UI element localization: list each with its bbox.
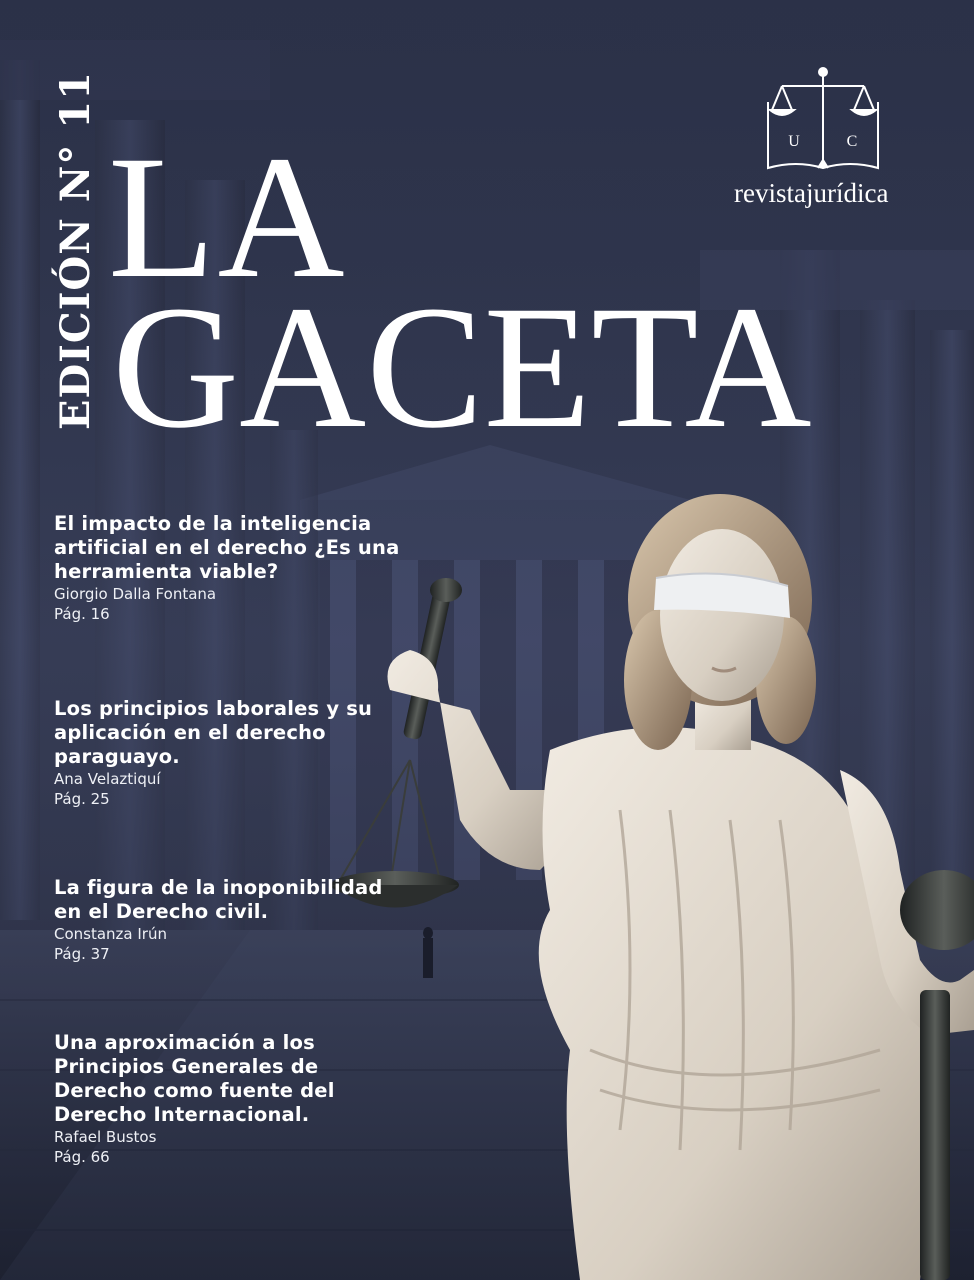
masthead-line-2: GACETA	[112, 270, 812, 465]
lady-justice-statue-image	[320, 490, 974, 1280]
article-4[interactable]	[54, 1031, 354, 1167]
article-3[interactable]	[54, 876, 414, 964]
masthead-line-1: LA	[108, 120, 347, 315]
article-page: Pág. 25	[54, 790, 110, 808]
article-title[interactable]: Una aproximación a los Principios Generales de Derecho como fuente del Derecho Internacional.	[54, 1031, 335, 1126]
scales-of-justice-book-icon	[760, 64, 886, 172]
article-author: Ana Velaztiquí	[54, 770, 161, 788]
logo-letter-c: C	[846, 133, 858, 150]
article-author: Giorgio Dalla Fontana	[54, 585, 217, 603]
logo-letter-u: U	[788, 133, 800, 150]
edition-number: EDICIÓN N° 11	[52, 71, 99, 430]
article-2[interactable]	[54, 697, 414, 809]
article-author: Constanza Irún	[54, 925, 167, 943]
article-title[interactable]: Los principios laborales y su aplicación en el derecho paraguayo.	[54, 697, 373, 768]
article-page: Pág. 37	[54, 945, 110, 963]
article-title[interactable]: El impacto de la inteligencia artificial en el derecho ¿Es una herramienta viable?	[54, 512, 400, 583]
logo-wordmark: revistajurídica	[734, 178, 889, 208]
article-author: Rafael Bustos	[54, 1128, 157, 1146]
article-page: Pág. 16	[54, 605, 110, 623]
article-1[interactable]	[54, 512, 414, 624]
article-page: Pág. 66	[54, 1148, 110, 1166]
article-title[interactable]: La figura de la inoponibilidad en el Derecho civil.	[54, 876, 383, 923]
